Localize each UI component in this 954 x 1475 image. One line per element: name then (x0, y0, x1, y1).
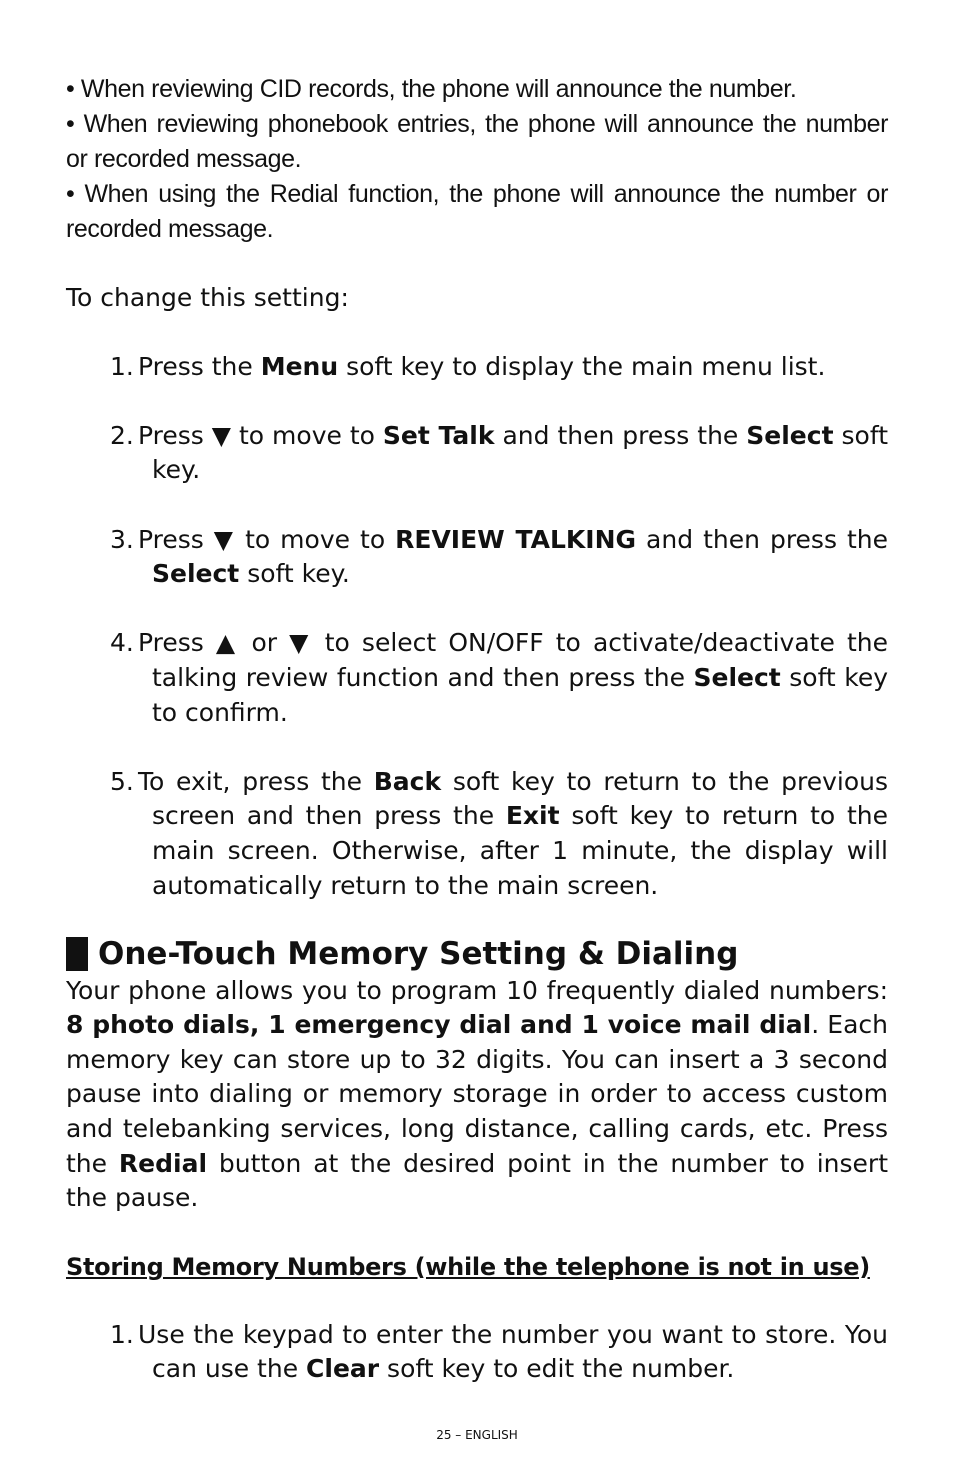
step-text: Press the (138, 351, 261, 381)
key-back: Back (373, 766, 442, 796)
subheading: Storing Memory Numbers (while the telephone is not in use) (66, 1252, 870, 1281)
step-3 (66, 523, 888, 592)
step-text: and then press the (494, 420, 747, 450)
step-text: Use the keypad to enter the number you want to store. You can use the (138, 1319, 888, 1384)
step-text: soft key. (152, 420, 889, 485)
para-text: . Each memory key can store up to 32 digits. You can insert a 3 second pause into dialing or memory storage in order to access custom and telebanking services, long distance, calling cards, etc. Press the (66, 1010, 888, 1178)
step-5 (66, 765, 888, 903)
memory-types: 8 photo dials, 1 emergency dial and 1 voice mail dial (66, 1010, 812, 1040)
page-footer: 25 – ENGLISH (436, 1428, 518, 1442)
step-number: 2. (110, 420, 134, 450)
key-redial: Redial (118, 1148, 208, 1178)
key-menu: Menu (260, 351, 339, 381)
step-text: To exit, press the (138, 766, 374, 796)
para-text: Your phone allows you to program 10 frequently dialed numbers: (66, 975, 888, 1005)
key-clear: Clear (306, 1354, 380, 1384)
storing-steps (66, 1318, 888, 1387)
step-number: 3. (110, 524, 134, 554)
key-select: Select (746, 420, 834, 450)
bullet-cid: • When reviewing CID records, the phone will announce the number. (66, 75, 797, 103)
step-text: soft key to return to the main screen. Otherwise, after 1 minute, the display will automatically return to the main screen. (152, 801, 889, 900)
section-heading (66, 934, 888, 974)
bullet-redial: • When using the Redial function, the phone will announce the number or recorded message. (66, 180, 888, 243)
para-text: button at the desired point in the number to insert the pause. (66, 1148, 889, 1213)
step-text: Press ▼ to move to (138, 420, 383, 450)
step-number: 1. (110, 351, 134, 381)
section-title: One-Touch Memory Setting & Dialing (98, 935, 739, 972)
step-text: soft key to confirm. (152, 662, 888, 727)
step-text: Press ▲ or ▼ to select ON/OFF to activate/deactivate the talking review function and then press the (138, 628, 888, 692)
store-step-1 (66, 1318, 888, 1387)
key-select: Select (693, 662, 781, 692)
heading-marker-icon (66, 937, 88, 971)
step-number: 1. (110, 1319, 134, 1349)
intro-text: To change this setting: (66, 283, 349, 312)
step-text: soft key. (239, 559, 350, 589)
step-4 (66, 626, 888, 730)
step-text: Press ▼ to move to (138, 524, 396, 554)
key-select: Select (152, 559, 240, 589)
section-paragraph (66, 974, 888, 1216)
key-exit: Exit (505, 801, 560, 831)
step-number: 5. (110, 766, 134, 796)
step-number: 4. (110, 628, 134, 658)
settings-steps (66, 350, 888, 904)
step-2 (66, 419, 888, 488)
step-text: and then press the (636, 524, 889, 554)
menu-set-talk: Set Talk (382, 420, 495, 450)
bullet-phonebook: • When reviewing phonebook entries, the phone will announce the number or recorded message. (66, 110, 888, 173)
step-text: soft key to return to the previous screen and then press the (152, 766, 888, 831)
manual-page (66, 72, 888, 1422)
step-text: soft key to display the main menu list. (338, 351, 826, 381)
menu-review-talking: REVIEW TALKING (395, 524, 637, 554)
step-text: soft key to edit the number. (379, 1354, 735, 1384)
step-1 (66, 350, 888, 385)
